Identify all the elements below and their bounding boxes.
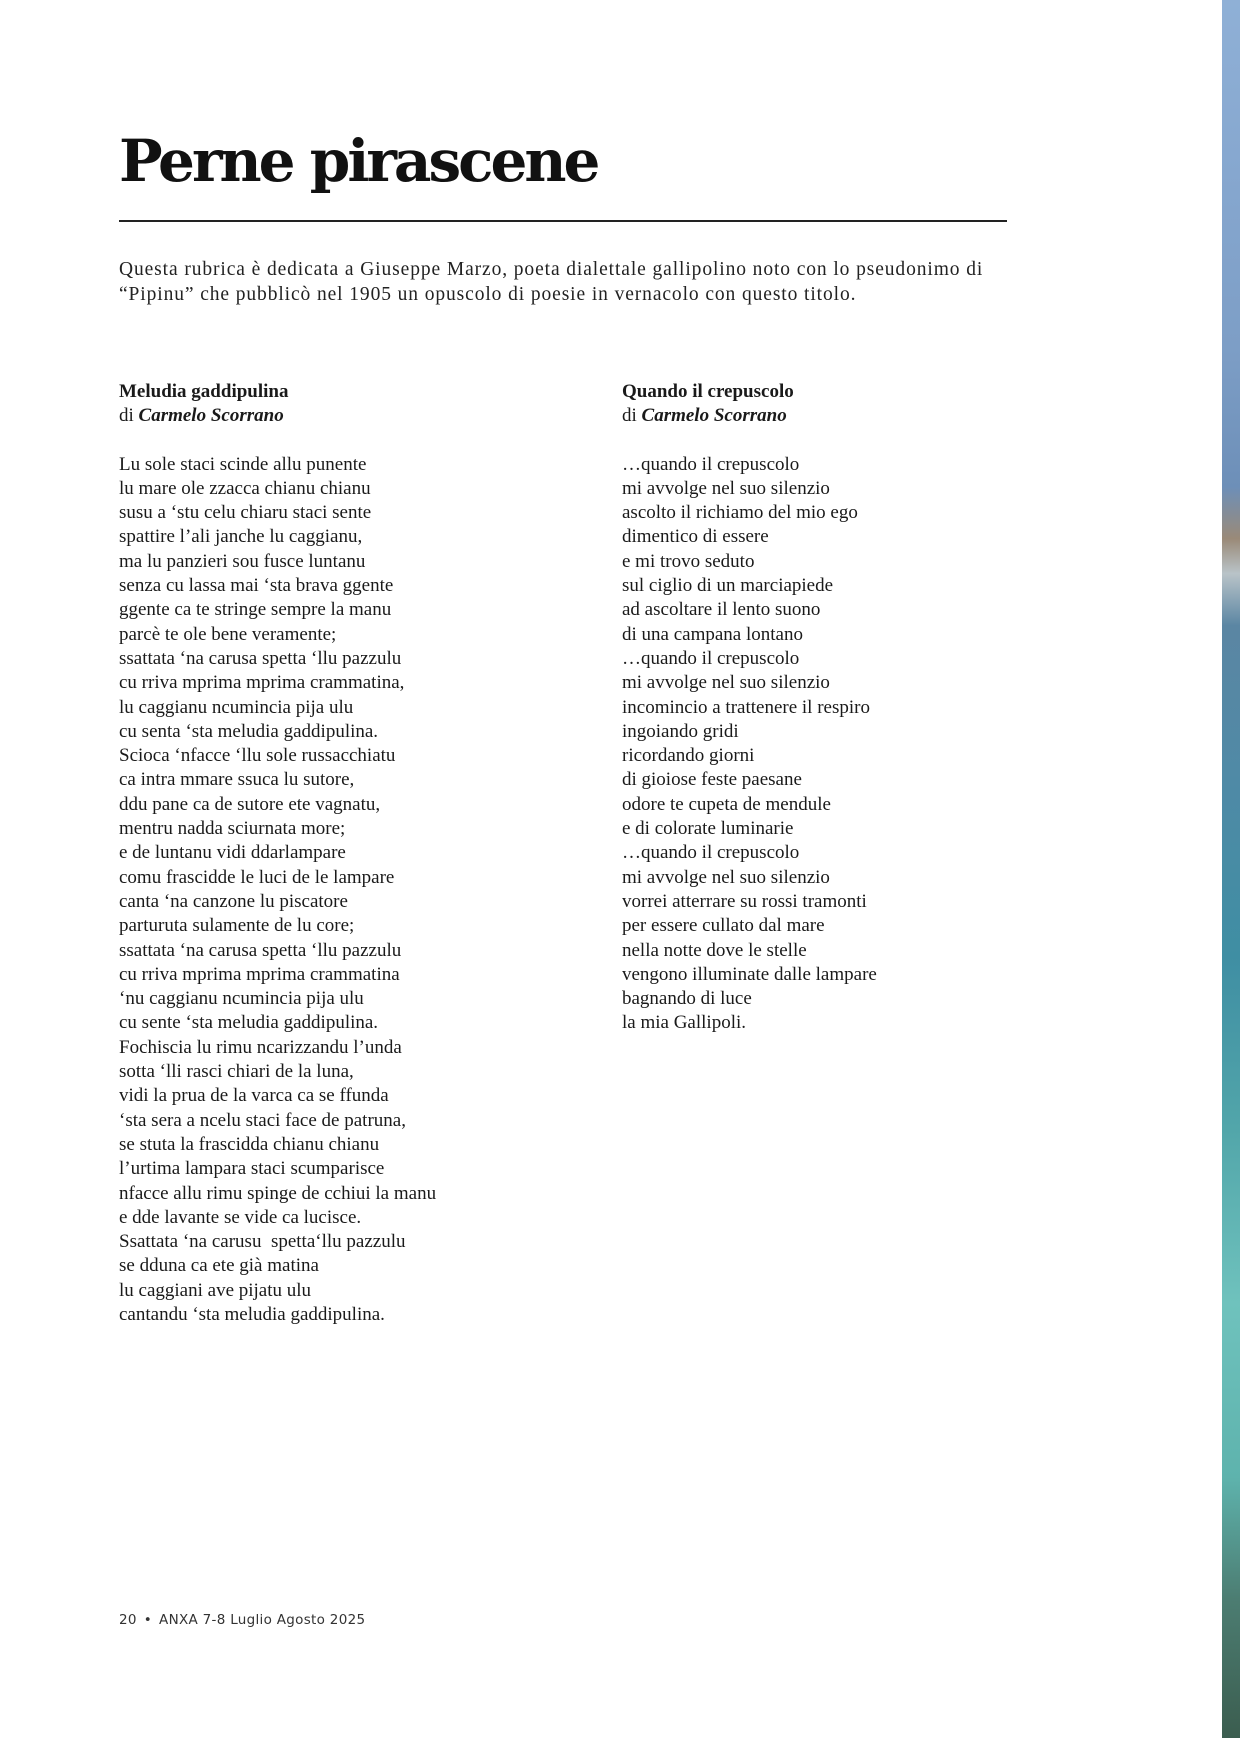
poem-line: mentru nadda sciurnata more; (119, 818, 346, 840)
poem-quando-il-crepuscolo (622, 380, 1092, 1036)
poem-line: se stuta la frascidda chianu chianu (119, 1133, 380, 1155)
poem-line: e di colorate luminarie (622, 818, 794, 840)
poem-line: Scioca ‘nfacce ‘llu sole russacchiatu (119, 745, 396, 767)
poem-line: ad ascoltare il lento suono (622, 599, 821, 621)
poem-line: parcè te ole bene veramente; (119, 623, 337, 645)
byline-prefix: di (119, 405, 134, 427)
poem-line: canta ‘na canzone lu piscatore (119, 890, 348, 912)
side-photo-strip (1222, 0, 1240, 1738)
poem-line: di gioiose feste paesane (622, 769, 802, 791)
poem-line: dimentico di essere (622, 526, 769, 548)
poem-line: ingoiando gridi (622, 720, 739, 742)
poem-line: la mia Gallipoli. (622, 1012, 747, 1034)
poem-body (622, 453, 1092, 1036)
poem-line: Fochiscia lu rimu ncarizzandu l’unda (119, 1036, 402, 1058)
poem-line: incomincio a trattenere il respiro (622, 696, 870, 718)
poem-line: ggente ca te stringe sempre la manu (119, 599, 392, 621)
poem-line: bagnando di luce (622, 988, 752, 1010)
page-number: 20 (119, 1612, 137, 1628)
poem-line: nella notte dove le stelle (622, 939, 807, 961)
poem-title: Quando il crepuscolo (622, 381, 794, 402)
title-rule (119, 220, 1007, 222)
poem-line: vidi la prua de la varca ca se ffunda (119, 1085, 389, 1107)
byline-prefix: di (622, 405, 637, 427)
poem-line: cu senta ‘sta meludia gaddipulina. (119, 720, 379, 742)
intro-paragraph: Questa rubrica è dedicata a Giuseppe Marzo, poeta dialettale gallipolino noto con lo pseudonimo di “Pipinu” che pubblicò nel 1905 un opuscolo di poesie in vernacolo con questo titolo. (119, 259, 984, 305)
poem-line: sotta ‘lli rasci chiari de la luna, (119, 1061, 354, 1083)
poem-line: e mi trovo seduto (622, 550, 755, 572)
poem-line: …quando il crepuscolo (622, 453, 800, 475)
poem-line: lu mare ole zzacca chianu chianu (119, 477, 371, 499)
poem-line: ssattata ‘na carusa spetta ‘llu pazzulu (119, 647, 402, 669)
poem-meludia-gaddipulina (119, 380, 589, 1327)
poem-title: Meludia gaddipulina (119, 381, 289, 402)
poem-line: Lu sole staci scinde allu punente (119, 453, 367, 475)
poem-line: …quando il crepuscolo (622, 842, 800, 864)
poem-line: sul ciglio di un marciapiede (622, 575, 834, 597)
page-title: Perne pirascene (119, 127, 598, 195)
poem-line: cu rriva mprima mprima crammatina (119, 963, 400, 985)
poem-line: ca intra mmare ssuca lu sutore, (119, 769, 355, 791)
poem-line: susu a ‘stu celu chiaru staci sente (119, 502, 372, 524)
poem-byline (622, 404, 1092, 428)
poem-line: di una campana lontano (622, 623, 803, 645)
poem-body (119, 453, 589, 1328)
poem-line: ‘nu caggianu ncumincia pija ulu (119, 988, 364, 1010)
poem-line: lu caggiani ave pijatu ulu (119, 1279, 312, 1301)
poem-line: ma lu panzieri sou fusce luntanu (119, 550, 366, 572)
poem-author: Carmelo Scorrano (138, 405, 284, 427)
poem-line: mi avvolge nel suo silenzio (622, 672, 830, 694)
poem-line: cu rriva mprima mprima crammatina, (119, 672, 405, 694)
poem-line: parturuta sulamente de lu core; (119, 915, 355, 937)
poem-line: spattire l’ali janche lu caggianu, (119, 526, 363, 548)
footer-separator: • (143, 1612, 153, 1628)
poem-line: vorrei atterrare su rossi tramonti (622, 890, 867, 912)
publication-issue: ANXA 7-8 Luglio Agosto 2025 (159, 1612, 366, 1628)
poem-line: …quando il crepuscolo (622, 647, 800, 669)
poem-line: mi avvolge nel suo silenzio (622, 866, 830, 888)
poem-line: lu caggianu ncumincia pija ulu (119, 696, 354, 718)
poem-line: ricordando giorni (622, 745, 755, 767)
poem-line: se dduna ca ete già matina (119, 1255, 319, 1277)
poem-line: e dde lavante se vide ca lucisce. (119, 1206, 362, 1228)
poem-author: Carmelo Scorrano (641, 405, 787, 427)
poem-line: l’urtima lampara staci scumparisce (119, 1158, 385, 1180)
poem-line: per essere cullato dal mare (622, 915, 825, 937)
poem-line: cu sente ‘sta meludia gaddipulina. (119, 1012, 379, 1034)
poem-line: e de luntanu vidi ddarlampare (119, 842, 346, 864)
poem-line: senza cu lassa mai ‘sta brava ggente (119, 575, 394, 597)
poem-line: mi avvolge nel suo silenzio (622, 477, 830, 499)
poem-line: ‘sta sera a ncelu staci face de patruna, (119, 1109, 406, 1131)
poem-line: cantandu ‘sta meludia gaddipulina. (119, 1303, 385, 1325)
poem-byline (119, 404, 589, 428)
poem-line: ascolto il richiamo del mio ego (622, 502, 858, 524)
poem-line: ssattata ‘na carusa spetta ‘llu pazzulu (119, 939, 402, 961)
poem-line: nfacce allu rimu spinge de cchiui la manu (119, 1182, 437, 1204)
poem-line: odore te cupeta de mendule (622, 793, 831, 815)
poem-line: vengono illuminate dalle lampare (622, 963, 877, 985)
poem-line: ddu pane ca de sutore ete vagnatu, (119, 793, 381, 815)
poem-line: Ssattata ‘na carusu spetta‘llu pazzulu (119, 1231, 406, 1253)
poem-line: comu frascidde le luci de le lampare (119, 866, 395, 888)
page-footer (119, 1612, 365, 1628)
